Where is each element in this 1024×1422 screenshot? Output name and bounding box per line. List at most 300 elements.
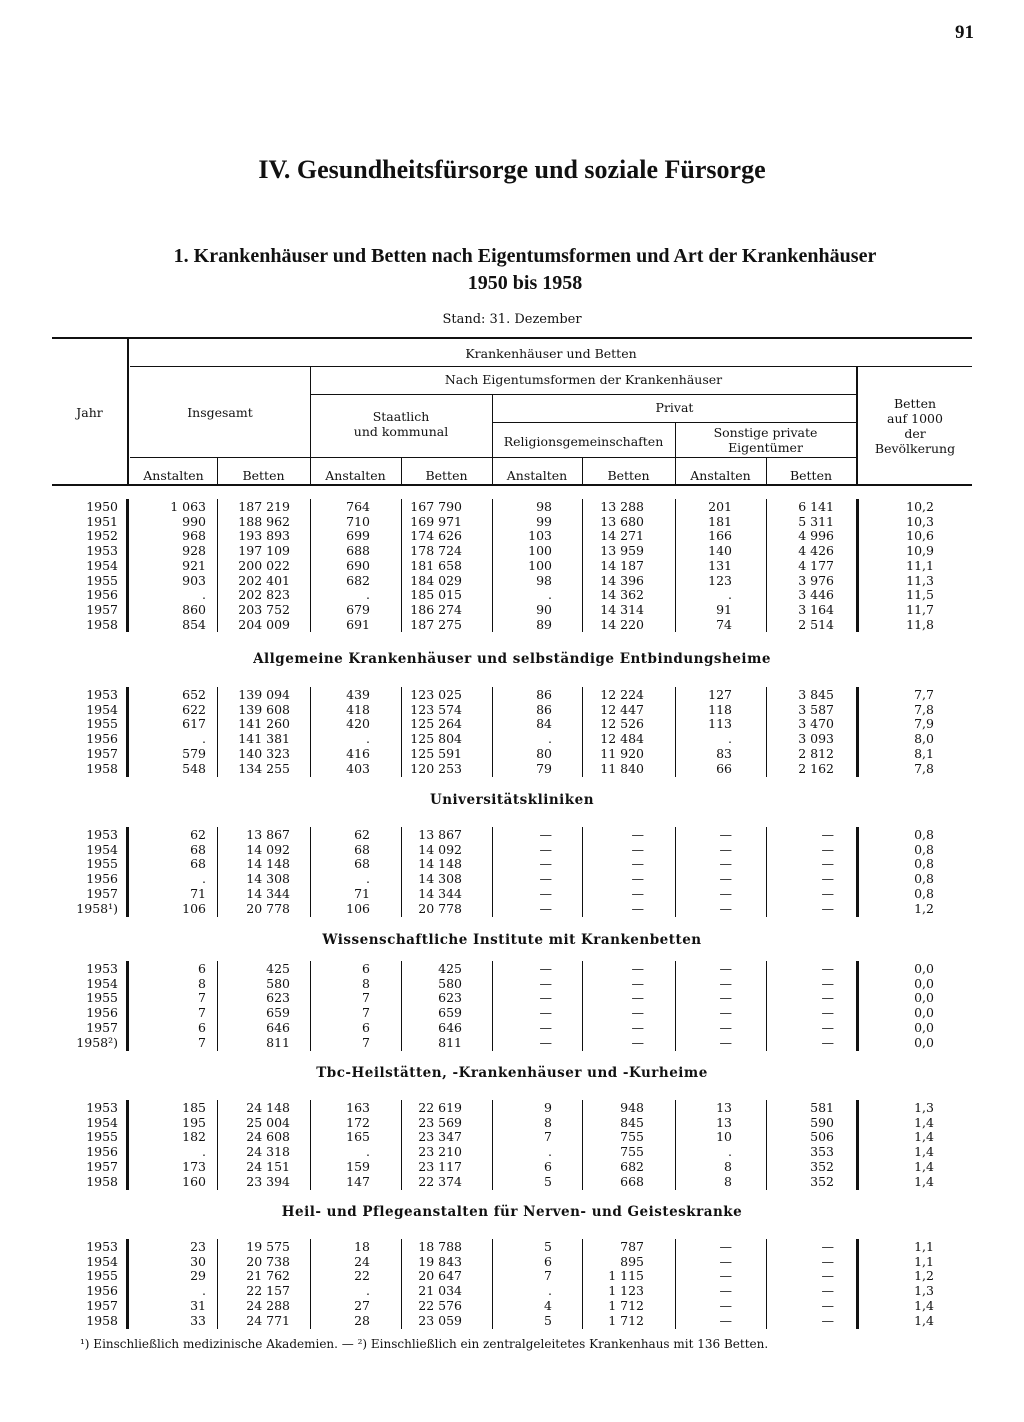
value-cell: 7,9: [914, 716, 934, 732]
value-cell: 895: [620, 1253, 644, 1269]
value-cell: 13 680: [600, 513, 644, 529]
year-cell: 1958¹): [76, 900, 118, 916]
value-cell: 7,7: [914, 687, 934, 702]
year-cell: 1953: [86, 827, 118, 842]
value-cell: 29: [190, 1268, 206, 1284]
value-cell: —: [539, 990, 552, 1006]
year-cell: 1958: [86, 1173, 118, 1189]
value-cell: 33: [190, 1312, 206, 1328]
value-cell: 24: [354, 1253, 370, 1269]
table-row: [52, 827, 972, 842]
table-title-line1: 1. Krankenhäuser und Betten nach Eigentumsformen und Art der Krankenhäuser: [173, 245, 877, 267]
value-cell: 948: [620, 1100, 644, 1115]
year-cell: 1954: [86, 975, 118, 991]
value-cell: 68: [190, 856, 206, 872]
section-title-wissenschaft: Wissenschaftliche Institute mit Krankenbetten: [322, 932, 702, 948]
value-cell: .: [366, 1144, 370, 1160]
value-cell: 7: [362, 990, 370, 1006]
value-cell: —: [539, 871, 552, 887]
value-cell: 200 022: [238, 557, 290, 573]
value-cell: 1,4: [914, 1144, 934, 1160]
value-cell: 22 374: [418, 1173, 462, 1189]
value-cell: 106: [346, 900, 370, 916]
value-cell: 141 381: [238, 731, 290, 747]
table-row: [52, 514, 972, 529]
value-cell: 185 015: [410, 587, 462, 603]
value-cell: 68: [190, 841, 206, 857]
header-betten-1000-line1: Betten: [893, 396, 937, 411]
value-cell: 7: [544, 1268, 552, 1284]
year-cell: 1953: [86, 543, 118, 559]
value-cell: —: [821, 990, 834, 1006]
value-cell: 18: [354, 1239, 370, 1254]
value-cell: —: [821, 961, 834, 976]
value-cell: 581: [810, 1100, 834, 1115]
value-cell: —: [821, 1019, 834, 1035]
page-number: 91: [955, 22, 974, 43]
value-cell: .: [366, 1283, 370, 1299]
section-wissenschaft: [52, 961, 972, 1053]
value-cell: 418: [346, 701, 370, 717]
year-cell: 1956: [86, 1144, 118, 1160]
value-cell: 98: [536, 572, 552, 588]
table-row: [52, 1035, 972, 1050]
value-cell: 14 314: [600, 601, 644, 617]
value-cell: —: [539, 961, 552, 976]
value-cell: 1,3: [914, 1100, 934, 1115]
value-cell: —: [821, 1268, 834, 1284]
header-vline-jahr: [127, 339, 129, 485]
header-religion: Religionsgemeinschaften: [503, 434, 664, 449]
table-title: [60, 243, 990, 297]
value-cell: 165: [346, 1129, 370, 1145]
value-cell: 113: [708, 716, 732, 732]
header-privat: Privat: [655, 400, 694, 415]
value-cell: —: [631, 990, 644, 1006]
value-cell: 10,9: [906, 543, 934, 559]
year-cell: 1955: [86, 1129, 118, 1145]
value-cell: 811: [438, 1034, 462, 1050]
value-cell: 1,1: [914, 1239, 934, 1254]
value-cell: 4: [544, 1297, 552, 1313]
value-cell: 10: [716, 1129, 732, 1145]
value-cell: 23 117: [418, 1158, 462, 1174]
year-cell: 1955: [86, 1268, 118, 1284]
value-cell: 787: [620, 1239, 644, 1254]
value-cell: 688: [346, 543, 370, 559]
value-cell: 139 608: [238, 701, 290, 717]
table-row: [52, 961, 972, 976]
value-cell: 6: [544, 1253, 552, 1269]
header-betten-1000-line2: auf 1000: [887, 411, 943, 426]
table-row: [52, 871, 972, 886]
header-bottom-rule: [52, 484, 972, 486]
value-cell: —: [719, 1019, 732, 1035]
year-cell: 1957: [86, 1297, 118, 1313]
value-cell: —: [821, 1297, 834, 1313]
value-cell: 13 288: [600, 499, 644, 514]
value-cell: —: [719, 856, 732, 872]
table-row: [52, 731, 972, 746]
value-cell: 1,3: [914, 1283, 934, 1299]
year-cell: 1956: [86, 1005, 118, 1021]
table-row: [52, 1100, 972, 1115]
value-cell: 127: [708, 687, 732, 702]
value-cell: —: [821, 900, 834, 916]
header-staatlich-line2: und kommunal: [353, 424, 449, 439]
year-cell: 1951: [86, 513, 118, 529]
value-cell: .: [202, 587, 206, 603]
value-cell: 506: [810, 1129, 834, 1145]
value-cell: —: [631, 885, 644, 901]
value-cell: 187 275: [410, 616, 462, 632]
section-title-heil-pflege: Heil- und Pflegeanstalten für Nerven- und Geisteskranke: [281, 1204, 743, 1220]
value-cell: 12 484: [600, 731, 644, 747]
value-cell: 9: [544, 1100, 552, 1115]
value-cell: 62: [190, 827, 206, 842]
value-cell: 617: [182, 716, 206, 732]
value-cell: 14 148: [246, 856, 290, 872]
value-cell: 14 187: [600, 557, 644, 573]
value-cell: 140: [708, 543, 732, 559]
value-cell: —: [821, 871, 834, 887]
value-cell: 710: [346, 513, 370, 529]
value-cell: —: [719, 885, 732, 901]
value-cell: 579: [182, 745, 206, 761]
value-cell: 11,5: [906, 587, 934, 603]
year-cell: 1956: [86, 871, 118, 887]
stand-note: Stand: 31. Dezember: [442, 312, 582, 327]
value-cell: 24 771: [246, 1312, 290, 1328]
value-cell: —: [631, 975, 644, 991]
value-cell: 3 164: [798, 601, 834, 617]
value-cell: 19 843: [418, 1253, 462, 1269]
value-cell: 416: [346, 745, 370, 761]
value-cell: 89: [536, 616, 552, 632]
table-row: [52, 1174, 972, 1189]
value-cell: 7,8: [914, 701, 934, 717]
value-cell: 7: [544, 1129, 552, 1145]
year-cell: 1957: [86, 601, 118, 617]
table-row: [52, 1020, 972, 1035]
value-cell: 590: [810, 1114, 834, 1130]
value-cell: —: [719, 1005, 732, 1021]
value-cell: 80: [536, 745, 552, 761]
value-cell: —: [631, 871, 644, 887]
value-cell: 623: [266, 990, 290, 1006]
value-cell: 99: [536, 513, 552, 529]
value-cell: 3 587: [798, 701, 834, 717]
value-cell: 22 157: [246, 1283, 290, 1299]
year-cell: 1953: [86, 687, 118, 702]
year-cell: 1958: [86, 760, 118, 776]
value-cell: —: [719, 900, 732, 916]
value-cell: —: [719, 1297, 732, 1313]
value-cell: 3 976: [798, 572, 834, 588]
value-cell: 699: [346, 528, 370, 544]
value-cell: 12 526: [600, 716, 644, 732]
value-cell: 131: [708, 557, 732, 573]
value-cell: 3 845: [798, 687, 834, 702]
value-cell: 548: [182, 760, 206, 776]
value-cell: 652: [182, 687, 206, 702]
value-cell: 4 426: [798, 543, 834, 559]
value-cell: .: [202, 731, 206, 747]
value-cell: 1,4: [914, 1158, 934, 1174]
value-cell: 659: [438, 1005, 462, 1021]
value-cell: —: [631, 827, 644, 842]
table-row: [52, 761, 972, 776]
value-cell: 123: [708, 572, 732, 588]
value-cell: 691: [346, 616, 370, 632]
value-cell: —: [539, 841, 552, 857]
value-cell: 14 271: [600, 528, 644, 544]
value-cell: 0,0: [914, 975, 934, 991]
value-cell: 420: [346, 716, 370, 732]
section-totals: [52, 499, 972, 634]
value-cell: —: [821, 827, 834, 842]
value-cell: 74: [716, 616, 732, 632]
value-cell: 679: [346, 601, 370, 617]
header-sonstige-line2: Eigentümer: [728, 440, 803, 455]
value-cell: 8: [362, 975, 370, 991]
year-cell: 1957: [86, 1158, 118, 1174]
year-cell: 1957: [86, 885, 118, 901]
value-cell: 11 840: [600, 760, 644, 776]
value-cell: 106: [182, 900, 206, 916]
value-cell: —: [719, 1268, 732, 1284]
header-betten-2: Betten: [425, 468, 468, 483]
value-cell: 24 608: [246, 1129, 290, 1145]
value-cell: 860: [182, 601, 206, 617]
year-cell: 1955: [86, 990, 118, 1006]
value-cell: 580: [266, 975, 290, 991]
value-cell: .: [548, 1283, 552, 1299]
value-cell: 14 308: [418, 871, 462, 887]
value-cell: —: [821, 841, 834, 857]
value-cell: 690: [346, 557, 370, 573]
value-cell: —: [539, 900, 552, 916]
value-cell: 201: [708, 499, 732, 514]
value-cell: —: [719, 1253, 732, 1269]
table-row: [52, 990, 972, 1005]
header-rule-2: [310, 394, 857, 395]
value-cell: 24 151: [246, 1158, 290, 1174]
value-cell: 13: [716, 1114, 732, 1130]
year-cell: 1958²): [76, 1034, 118, 1050]
value-cell: 30: [190, 1253, 206, 1269]
value-cell: 83: [716, 745, 732, 761]
value-cell: 202 401: [238, 572, 290, 588]
value-cell: 10,6: [906, 528, 934, 544]
value-cell: —: [821, 1253, 834, 1269]
value-cell: 1 123: [608, 1283, 644, 1299]
value-cell: 682: [346, 572, 370, 588]
table-row: [52, 746, 972, 761]
value-cell: 19 575: [246, 1239, 290, 1254]
value-cell: 86: [536, 701, 552, 717]
header-anstalten-1: Anstalten: [143, 468, 204, 483]
table-row: [52, 1159, 972, 1174]
value-cell: 0,8: [914, 841, 934, 857]
value-cell: 21 762: [246, 1268, 290, 1284]
value-cell: 23 569: [418, 1114, 462, 1130]
value-cell: —: [539, 827, 552, 842]
section-title-universitaet: Universitätskliniken: [429, 792, 595, 808]
value-cell: 622: [182, 701, 206, 717]
value-cell: —: [821, 1034, 834, 1050]
table-row: [52, 558, 972, 573]
value-cell: 7: [198, 1034, 206, 1050]
value-cell: .: [728, 1144, 732, 1160]
header-betten-1000-line4: Bevölkerung: [874, 441, 956, 456]
value-cell: 928: [182, 543, 206, 559]
value-cell: 1,4: [914, 1129, 934, 1145]
value-cell: .: [548, 587, 552, 603]
section-title-allgemeine: Allgemeine Krankenhäuser und selbständige Entbindungsheime: [253, 651, 771, 667]
year-cell: 1957: [86, 1019, 118, 1035]
value-cell: 71: [190, 885, 206, 901]
value-cell: 21 034: [418, 1283, 462, 1299]
value-cell: 4 177: [798, 557, 834, 573]
value-cell: .: [728, 731, 732, 747]
year-cell: 1958: [86, 1312, 118, 1328]
value-cell: 425: [266, 961, 290, 976]
header-anstalten-2: Anstalten: [325, 468, 386, 483]
value-cell: .: [202, 1144, 206, 1160]
value-cell: 140 323: [238, 745, 290, 761]
value-cell: 193 893: [238, 528, 290, 544]
table-header: [52, 337, 972, 487]
value-cell: 7: [362, 1005, 370, 1021]
value-cell: 20 738: [246, 1253, 290, 1269]
value-cell: 181: [708, 513, 732, 529]
value-cell: 6: [198, 1019, 206, 1035]
table-row: [52, 573, 972, 588]
value-cell: 125 591: [410, 745, 462, 761]
year-cell: 1956: [86, 1283, 118, 1299]
value-cell: 1,4: [914, 1312, 934, 1328]
value-cell: 14 308: [246, 871, 290, 887]
value-cell: —: [631, 856, 644, 872]
value-cell: 14 092: [246, 841, 290, 857]
value-cell: 10,2: [906, 499, 934, 514]
value-cell: 98: [536, 499, 552, 514]
value-cell: —: [821, 975, 834, 991]
year-cell: 1953: [86, 961, 118, 976]
value-cell: 2 162: [798, 760, 834, 776]
table-row: [52, 1115, 972, 1130]
value-cell: 23 394: [246, 1173, 290, 1189]
value-cell: 159: [346, 1158, 370, 1174]
section-heil-pflege: [52, 1239, 972, 1331]
table-row: [52, 1268, 972, 1283]
value-cell: .: [366, 731, 370, 747]
value-cell: 172: [346, 1114, 370, 1130]
value-cell: 0,8: [914, 827, 934, 842]
table-row: [52, 976, 972, 991]
value-cell: 86: [536, 687, 552, 702]
value-cell: 1 063: [170, 499, 206, 514]
value-cell: 169 971: [410, 513, 462, 529]
value-cell: 1 712: [608, 1312, 644, 1328]
value-cell: 6 141: [798, 499, 834, 514]
value-cell: 0,8: [914, 871, 934, 887]
section-tbc: [52, 1100, 972, 1192]
year-cell: 1950: [86, 499, 118, 514]
year-cell: 1955: [86, 572, 118, 588]
value-cell: —: [719, 990, 732, 1006]
header-jahr: Jahr: [76, 405, 103, 420]
value-cell: 5 311: [798, 513, 834, 529]
value-cell: 197 109: [238, 543, 290, 559]
value-cell: 0,8: [914, 856, 934, 872]
table-row: [52, 1144, 972, 1159]
table-row: [52, 1254, 972, 1269]
value-cell: —: [719, 1239, 732, 1254]
table-row: [52, 1239, 972, 1254]
year-cell: 1955: [86, 716, 118, 732]
year-cell: 1953: [86, 1239, 118, 1254]
table-row: [52, 716, 972, 731]
value-cell: 8: [544, 1114, 552, 1130]
value-cell: 188 962: [238, 513, 290, 529]
value-cell: 6: [362, 1019, 370, 1035]
value-cell: 646: [266, 1019, 290, 1035]
value-cell: 14 344: [246, 885, 290, 901]
value-cell: 24 288: [246, 1297, 290, 1313]
value-cell: 174 626: [410, 528, 462, 544]
value-cell: 13 867: [246, 827, 290, 842]
value-cell: 204 009: [238, 616, 290, 632]
value-cell: 6: [362, 961, 370, 976]
year-cell: 1954: [86, 1114, 118, 1130]
value-cell: 14 362: [600, 587, 644, 603]
value-cell: 352: [810, 1158, 834, 1174]
value-cell: 7: [198, 1005, 206, 1021]
value-cell: .: [366, 587, 370, 603]
table-title-line2: 1950 bis 1958: [467, 272, 583, 294]
table-row: [52, 602, 972, 617]
value-cell: 659: [266, 1005, 290, 1021]
table-row: [52, 499, 972, 514]
value-cell: —: [719, 841, 732, 857]
value-cell: 0,0: [914, 961, 934, 976]
value-cell: 79: [536, 760, 552, 776]
value-cell: 178 724: [410, 543, 462, 559]
value-cell: 990: [182, 513, 206, 529]
value-cell: .: [202, 871, 206, 887]
value-cell: 1,2: [914, 900, 934, 916]
value-cell: 5: [544, 1312, 552, 1328]
value-cell: 31: [190, 1297, 206, 1313]
header-betten-4: Betten: [789, 468, 833, 483]
value-cell: 5: [544, 1239, 552, 1254]
table-row: [52, 886, 972, 901]
year-cell: 1954: [86, 1253, 118, 1269]
header-anstalten-3: Anstalten: [506, 468, 568, 483]
value-cell: .: [728, 587, 732, 603]
value-cell: 8: [724, 1173, 732, 1189]
value-cell: 352: [810, 1173, 834, 1189]
header-krankenhaeuser-und-betten: Krankenhäuser und Betten: [465, 346, 637, 361]
value-cell: 0,0: [914, 1019, 934, 1035]
table-row: [52, 842, 972, 857]
value-cell: 646: [438, 1019, 462, 1035]
value-cell: —: [719, 827, 732, 842]
header-anstalten-4: Anstalten: [690, 468, 751, 483]
value-cell: —: [539, 1019, 552, 1035]
